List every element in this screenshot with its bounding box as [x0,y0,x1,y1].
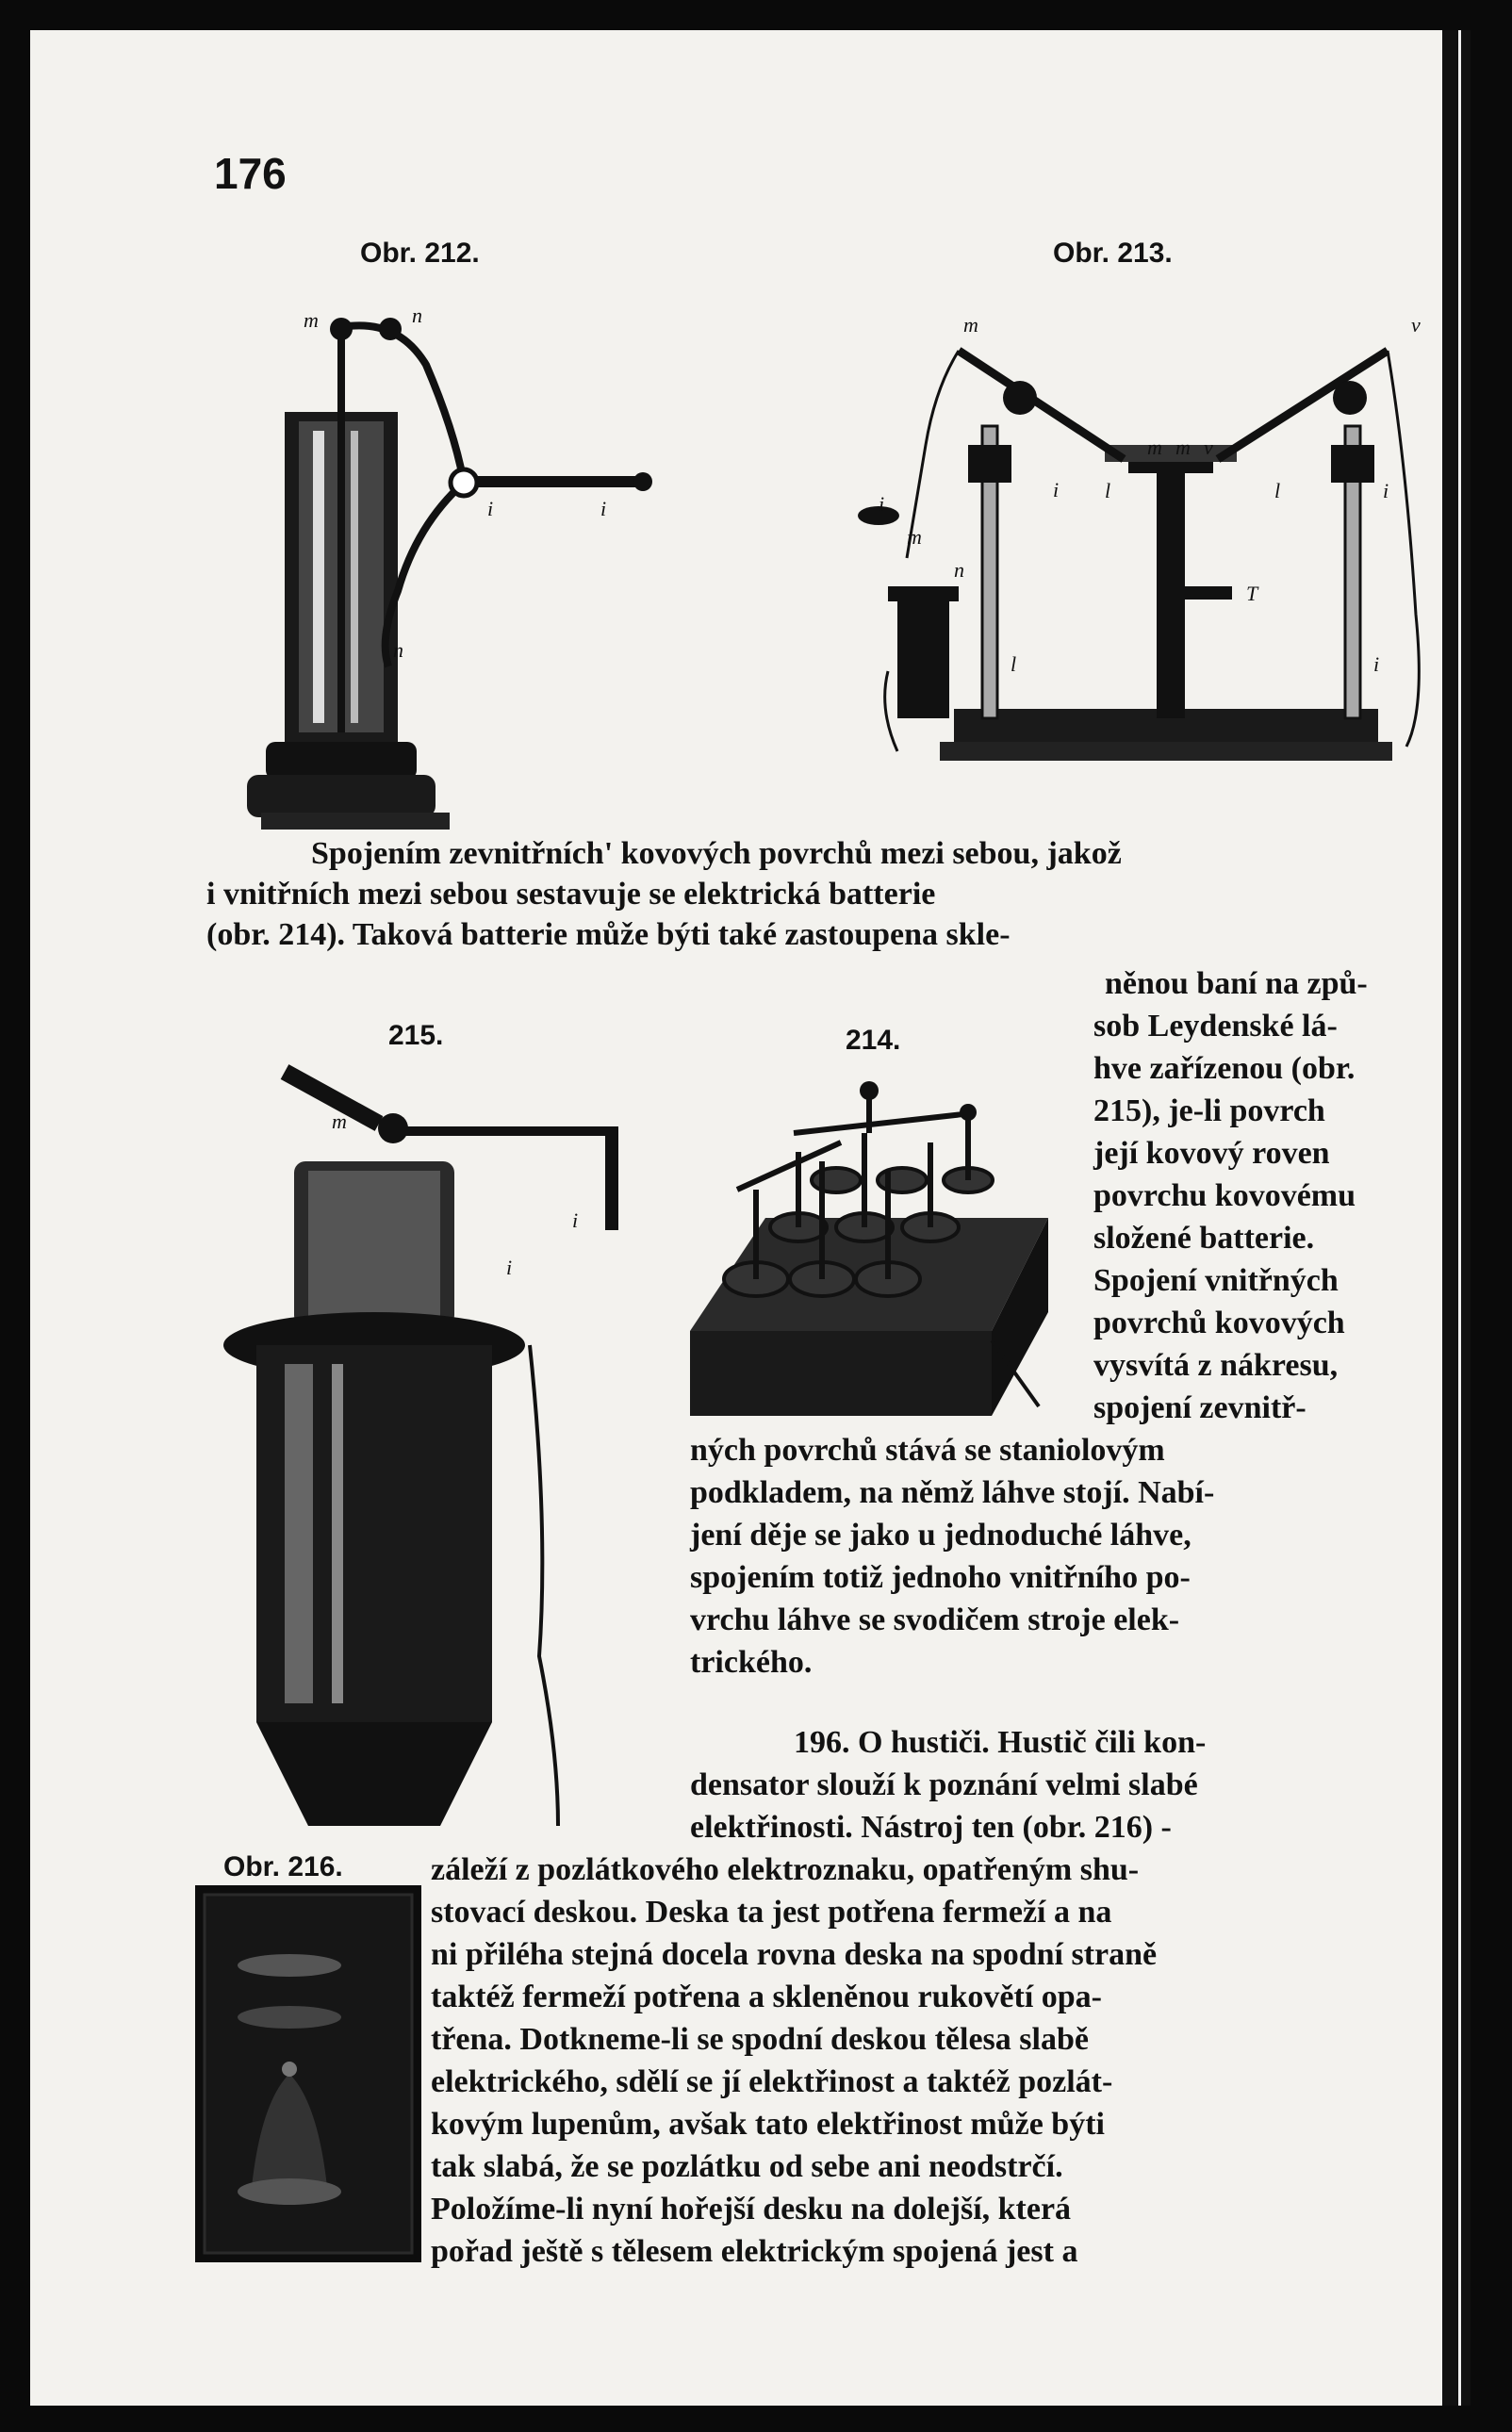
fig-215-apparatus [219,1053,652,1826]
fig-213-label-i3: i [1383,479,1389,502]
fig-212-label-i1: i [487,497,494,520]
fig-213-label-m3: m [1147,435,1162,459]
text-line-13: vysvítá z nákresu, [1093,1348,1339,1383]
fig-212-apparatus [209,280,681,864]
text-line-16: podkladem, na němž láhve stojí. Nabí- [690,1475,1215,1510]
text-line-14: spojení zevnitř- [1093,1390,1307,1425]
fig-213-label-l2: l [1274,479,1281,502]
fig-213-label-m2: m [907,525,922,549]
fig-213-label-i4: i [1373,652,1380,676]
fig-216-condenser [195,1885,421,2262]
text-line-32: Položíme-li nyní hořejší desku na dolejší, která [431,2192,1072,2227]
fig-215-caption: 215. [388,1020,444,1051]
fig-216-caption: Obr. 216. [223,1851,343,1882]
text-line-18: spojením totiž jednoho vnitřního po- [690,1560,1191,1595]
fig-215-label-m: m [332,1109,347,1133]
fig-215-label-i2: i [506,1256,513,1279]
fig-212-label-n: n [412,304,422,327]
fig-212-label-i2: i [600,497,607,520]
page-number: 176 [214,149,287,198]
fig-212-label-n2: n [393,638,403,662]
text-line-26: ni přiléha stejná docela rovna deska na spodní straně [431,1937,1158,1972]
text-line-20: trického. [690,1645,813,1680]
fig-213-label-l1: l [1105,479,1111,502]
text-line-4: něnou baní na způ- [1105,966,1368,1001]
text-line-25: stovací deskou. Deska ta jest potřena fermeží a na [431,1895,1112,1930]
text-line-1: Spojením zevnitřních' kovových povrchů mezi sebou, jakož [311,836,1122,871]
text-line-9: povrchu kovovému [1093,1178,1356,1213]
fig-213-label-v2: v [1204,435,1213,459]
fig-213-label-l3: l [1011,652,1017,676]
fig-213-apparatus [822,275,1463,784]
section-196-heading-line: 196. O hustiči. Hustič čili kon- [794,1725,1207,1760]
text-line-29: elektrického, sdělí se jí elektřinost a taktéž pozlát- [431,2064,1113,2099]
text-line-15: ných povrchů stává se staniolovým [690,1433,1165,1468]
fig-213-label-m: m [963,313,978,337]
text-line-33: pořad ještě s tělesem elektrickým spojená jest a [431,2234,1078,2269]
text-line-8: její kovový roven [1093,1136,1330,1171]
text-line-10: složené batterie. [1093,1221,1315,1256]
text-line-30: kovým lupenům, avšak tato elektřinost může býti [431,2107,1105,2142]
fig-213-caption: Obr. 213. [1053,238,1173,269]
text-line-27: taktéž fermeží potřena a skleněnou rukovětí opa- [431,1980,1103,2014]
text-line-28: třena. Dotkneme-li se spodní deskou tělesa slabě [431,2022,1089,2057]
text-line-6: hve zařízenou (obr. [1093,1051,1356,1086]
fig-213-label-T: T [1246,582,1258,605]
text-line-17: jení děje se jako u jednoduché láhve, [690,1518,1192,1553]
text-line-12: povrchů kovových [1093,1306,1345,1340]
text-line-31: tak slabá, že se pozlátku od sebe ani neodstrčí. [431,2149,1063,2184]
text-line-3: (obr. 214). Taková batterie může býti také zastoupena skle- [206,917,1011,952]
fig-213-label-i1: i [879,492,885,516]
text-line-2: i vnitřních mezi sebou sestavuje se elektrická batterie [206,877,936,912]
fig-214-caption: 214. [846,1025,901,1056]
fig-212-label-m: m [304,308,319,332]
fig-213-label-m4: m [1175,435,1191,459]
fig-213-label-i2: i [1053,478,1060,501]
text-line-7: 215), je-li povrch [1093,1093,1325,1128]
fig-213-label-v: v [1411,313,1421,337]
fig-212-caption: Obr. 212. [360,238,480,269]
text-line-11: Spojení vnitřných [1093,1263,1339,1298]
fig-213-label-n: n [954,558,964,582]
book-page [30,30,1471,2406]
text-line-22: densator slouží k poznání velmi slabé [690,1767,1198,1802]
text-line-23: elektřinosti. Nástroj ten (obr. 216) - [690,1810,1172,1845]
text-line-5: sob Leydenské lá- [1093,1009,1338,1043]
fig-215-label-i1: i [572,1208,579,1232]
fig-214-batterie [681,1076,1067,1435]
text-line-24: záleží z pozlátkového elektroznaku, opatřeným shu- [431,1852,1140,1887]
text-line-19: vrchu láhve se svodičem stroje elek- [690,1602,1180,1637]
